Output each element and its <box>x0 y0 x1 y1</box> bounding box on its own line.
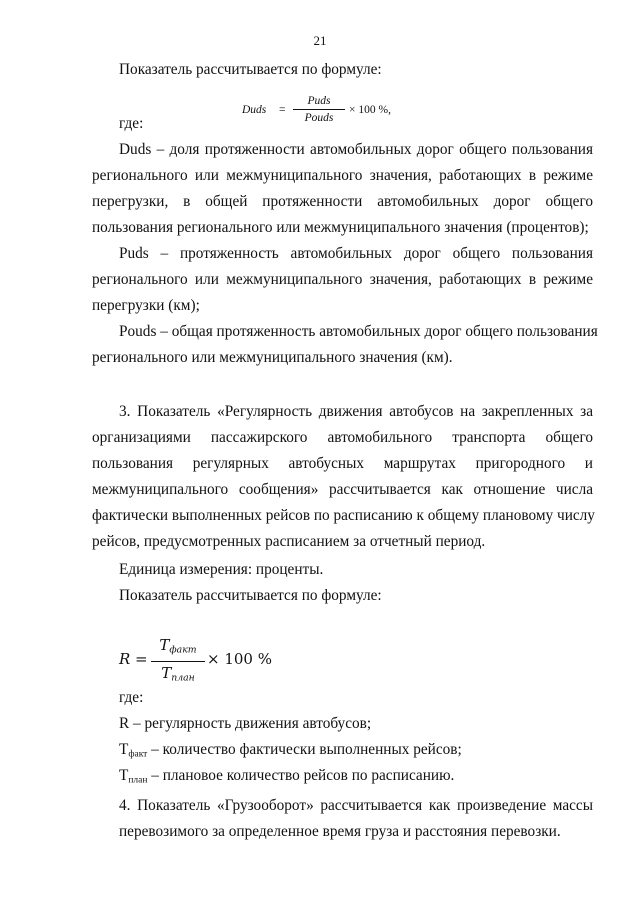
formula2-lhs: R = <box>119 650 148 668</box>
formula2-numerator: $T_{факт}$ <box>159 636 197 656</box>
pouds-line-1: Pouds – общая протяженность автомобильных дорог общего пользования <box>119 323 598 340</box>
puds-line-3: перегрузки (км); <box>92 297 200 314</box>
puds-line-1: Puds – протяженность автомобильных дорог общего пользования <box>119 245 593 262</box>
fraction-bar <box>293 109 345 110</box>
where-label-2: где: <box>119 689 144 706</box>
puds-line-2: регионального или межмуниципального значения, работающих в режиме <box>92 271 593 288</box>
formula-intro-2: Показатель рассчитывается по формуле: <box>119 587 382 604</box>
def-tplan: $Т_{план}$ – плановое количество рейсов по расписанию. <box>119 767 455 786</box>
formula-multiplier: × 100 %, <box>349 104 391 116</box>
duds-line-1: Duds – доля протяженности автомобильных дорог общего пользования <box>119 141 593 158</box>
item3-line-4: межмуниципального сообщения» рассчитывается как отношение числа <box>92 481 593 498</box>
item3-line-6: рейсов, предусмотренных расписанием за отчетный период. <box>92 533 486 550</box>
def-r: R – регулярность движения автобусов; <box>119 715 372 732</box>
unit-line: Единица измерения: проценты. <box>119 561 324 578</box>
formula-denominator: Pouds <box>304 112 334 124</box>
item4-line-2: перевозимого за определенное время груза и расстояния перевозки. <box>119 823 561 840</box>
def-tfakt: $Т_{факт}$ – количество фактически выполненных рейсов; <box>119 741 462 760</box>
formula2-fraction <box>151 636 205 688</box>
formula-equals: = <box>279 104 286 116</box>
item3-line-5: фактически выполненных рейсов по расписанию к общему плановому числу <box>92 507 595 524</box>
item3-line-3: пользования регулярных автобусных маршрутах пригородного и <box>92 455 593 472</box>
item3-line-2: организациями пассажирского автомобильного транспорта общего <box>92 429 593 446</box>
formula2-denominator: $T_{план}$ <box>161 664 195 684</box>
item3-line-1: 3. Показатель «Регулярность движения автобусов на закрепленных за <box>119 403 593 420</box>
duds-line-3: перегрузки, в общей протяженности автомобильных дорог общего <box>92 193 593 210</box>
duds-line-2: регионального или межмуниципального значения, работающих в режиме <box>92 167 593 184</box>
formula-intro-1: Показатель рассчитывается по формуле: <box>119 61 382 78</box>
where-label-1: где: <box>119 115 144 132</box>
formula-lhs: Duds <box>242 104 267 116</box>
item4-line-1: 4. Показатель «Грузооборот» рассчитывается как произведение массы <box>119 797 593 814</box>
pouds-line-2: регионального или межмуниципального значения (км). <box>92 349 453 366</box>
fraction-bar <box>151 661 205 662</box>
page-number: 21 <box>313 33 327 48</box>
formula-numerator: Puds <box>307 95 331 107</box>
duds-line-4: пользования регионального или межмуниципального значения (процентов); <box>92 219 589 236</box>
formula2-multiplier: × 100 % <box>207 650 272 668</box>
